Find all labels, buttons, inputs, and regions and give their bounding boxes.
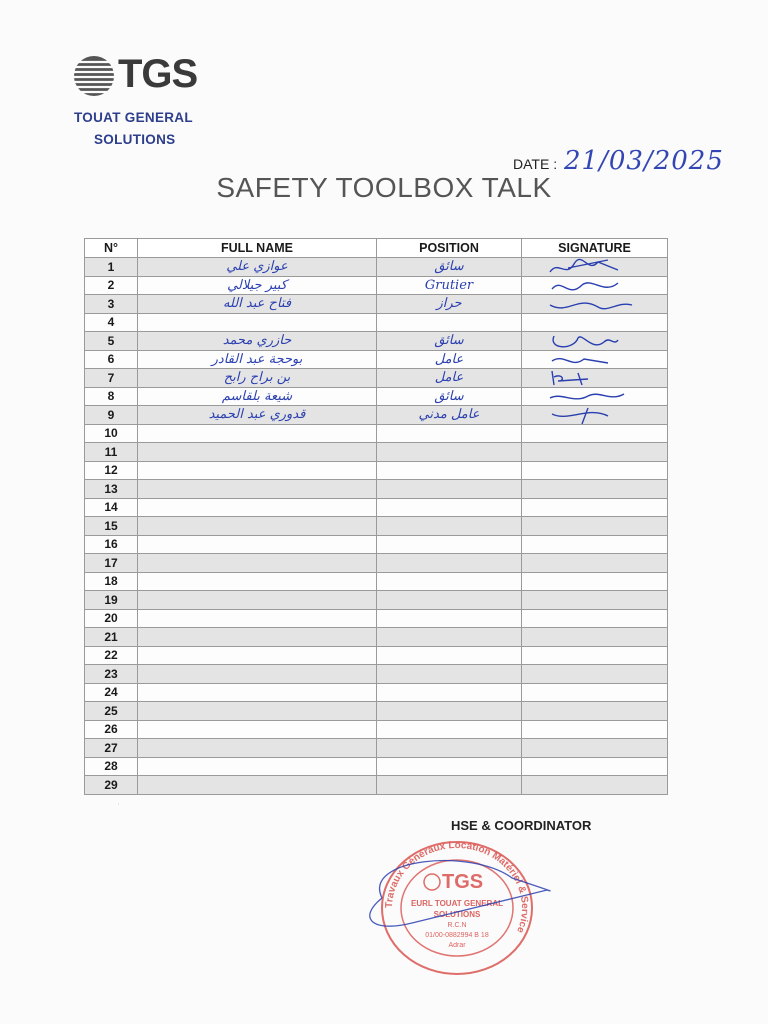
handwritten-signature [528, 332, 638, 351]
table-body [85, 258, 668, 795]
handwritten-signature [528, 387, 638, 406]
table-row [85, 609, 668, 628]
table-row [85, 406, 668, 425]
hse-coordinator-label: HSE & COORDINATOR [451, 818, 592, 833]
table-row [85, 646, 668, 665]
row-position: عامل [377, 350, 522, 369]
table-row [85, 628, 668, 647]
stamp-brand: TGS [442, 871, 484, 893]
row-signature [522, 313, 668, 332]
row-full-name [138, 757, 377, 776]
page-title: SAFETY TOOLBOX TALK [216, 172, 552, 203]
row-position [377, 517, 522, 536]
row-position [377, 424, 522, 443]
stamp-outer-text: Travaux Généraux Location Matériel & Service [383, 839, 531, 935]
row-number: 19 [85, 591, 138, 610]
attendance-table-wrapper [84, 238, 667, 795]
handwritten-signature [528, 350, 638, 369]
header-position: POSITION [377, 239, 522, 258]
row-full-name [138, 591, 377, 610]
table-row [85, 258, 668, 277]
table-row [85, 424, 668, 443]
row-signature [522, 369, 668, 388]
row-full-name: عوازي علي [138, 258, 377, 277]
row-position [377, 702, 522, 721]
row-full-name [138, 480, 377, 499]
row-full-name [138, 702, 377, 721]
header-full-name: FULL NAME [138, 239, 377, 258]
date-value: 21/03/2025 [564, 146, 724, 176]
row-number: 11 [85, 443, 138, 462]
row-number: 5 [85, 332, 138, 351]
table-row [85, 313, 668, 332]
row-full-name [138, 665, 377, 684]
row-full-name: بوحجة عبد القادر [138, 350, 377, 369]
handwritten-signature [528, 369, 638, 388]
row-number: 15 [85, 517, 138, 536]
table-row [85, 369, 668, 388]
scan-speck: ' [118, 804, 120, 810]
row-signature [522, 387, 668, 406]
row-position [377, 683, 522, 702]
row-signature [522, 406, 668, 425]
row-signature [522, 517, 668, 536]
row-signature [522, 739, 668, 758]
row-signature [522, 443, 668, 462]
row-number: 13 [85, 480, 138, 499]
row-signature [522, 554, 668, 573]
row-full-name [138, 720, 377, 739]
stamp-city: Adrar [448, 942, 466, 949]
row-position: سائق [377, 332, 522, 351]
table-row [85, 720, 668, 739]
row-number: 20 [85, 609, 138, 628]
row-full-name [138, 628, 377, 647]
row-full-name [138, 461, 377, 480]
row-position [377, 461, 522, 480]
row-position [377, 443, 522, 462]
row-full-name [138, 313, 377, 332]
table-row [85, 591, 668, 610]
header-signature: SIGNATURE [522, 239, 668, 258]
table-row [85, 480, 668, 499]
table-row [85, 683, 668, 702]
row-signature [522, 461, 668, 480]
table-row [85, 702, 668, 721]
logo-brand: TGS [118, 52, 198, 96]
row-number: 29 [85, 776, 138, 795]
row-full-name: شيعة بلقاسم [138, 387, 377, 406]
row-number: 26 [85, 720, 138, 739]
row-position: حراز [377, 295, 522, 314]
row-signature [522, 350, 668, 369]
row-full-name: حازري محمد [138, 332, 377, 351]
row-number: 25 [85, 702, 138, 721]
row-full-name: بن براح رابح [138, 369, 377, 388]
row-number: 6 [85, 350, 138, 369]
attendance-table [84, 238, 668, 795]
row-number: 12 [85, 461, 138, 480]
handwritten-signature [528, 295, 638, 314]
row-signature [522, 332, 668, 351]
row-number: 23 [85, 665, 138, 684]
row-full-name [138, 443, 377, 462]
logo-tagline-2: SOLUTIONS [94, 132, 176, 147]
row-number: 3 [85, 295, 138, 314]
logo-tagline-1: TOUAT GENERAL [74, 110, 193, 125]
row-signature [522, 295, 668, 314]
row-full-name: فتاح عبد الله [138, 295, 377, 314]
stamp-rcn-label: R.C.N [447, 922, 467, 929]
row-number: 22 [85, 646, 138, 665]
handwritten-signature [528, 258, 638, 277]
row-position: عامل [377, 369, 522, 388]
row-position [377, 776, 522, 795]
row-position [377, 739, 522, 758]
stamp-rcn: 01/00-0882994 B 18 [425, 932, 489, 939]
row-number: 17 [85, 554, 138, 573]
table-row [85, 295, 668, 314]
table-row [85, 554, 668, 573]
row-position [377, 498, 522, 517]
stamp-globe-icon [424, 874, 440, 890]
row-position [377, 535, 522, 554]
row-signature [522, 628, 668, 647]
stamp-line-1: EURL TOUAT GENERAL [410, 899, 504, 908]
row-signature [522, 591, 668, 610]
row-number: 18 [85, 572, 138, 591]
row-signature [522, 276, 668, 295]
table-row [85, 517, 668, 536]
table-row [85, 776, 668, 795]
row-full-name [138, 739, 377, 758]
table-header-row [85, 239, 668, 258]
row-number: 8 [85, 387, 138, 406]
row-signature [522, 498, 668, 517]
row-position [377, 646, 522, 665]
handwritten-signature [528, 276, 638, 295]
row-number: 27 [85, 739, 138, 758]
table-row [85, 276, 668, 295]
row-number: 10 [85, 424, 138, 443]
row-signature [522, 480, 668, 499]
row-position [377, 757, 522, 776]
row-position: عامل مدني [377, 406, 522, 425]
row-number: 14 [85, 498, 138, 517]
handwritten-signature [528, 406, 638, 425]
stamp-line-2: SOLUTIONS [433, 910, 481, 919]
row-number: 21 [85, 628, 138, 647]
row-signature [522, 258, 668, 277]
row-signature [522, 535, 668, 554]
row-full-name [138, 683, 377, 702]
row-signature [522, 572, 668, 591]
company-logo [72, 50, 222, 150]
table-row [85, 387, 668, 406]
table-row [85, 443, 668, 462]
row-full-name [138, 572, 377, 591]
row-position [377, 720, 522, 739]
row-signature [522, 757, 668, 776]
table-row [85, 498, 668, 517]
row-number: 7 [85, 369, 138, 388]
company-stamp [352, 838, 562, 978]
row-position [377, 313, 522, 332]
row-signature [522, 609, 668, 628]
header-number: N° [85, 239, 138, 258]
row-number: 24 [85, 683, 138, 702]
row-signature [522, 776, 668, 795]
row-number: 4 [85, 313, 138, 332]
row-position: سائق [377, 258, 522, 277]
row-signature [522, 646, 668, 665]
row-full-name [138, 424, 377, 443]
table-row [85, 757, 668, 776]
row-signature [522, 683, 668, 702]
row-position [377, 591, 522, 610]
row-full-name: قدوري عبد الحميد [138, 406, 377, 425]
row-full-name [138, 646, 377, 665]
row-full-name [138, 498, 377, 517]
row-position [377, 572, 522, 591]
row-position [377, 665, 522, 684]
row-number: 9 [85, 406, 138, 425]
row-signature [522, 702, 668, 721]
row-full-name [138, 535, 377, 554]
table-row [85, 572, 668, 591]
table-row [85, 739, 668, 758]
row-signature [522, 720, 668, 739]
table-row [85, 332, 668, 351]
row-full-name [138, 554, 377, 573]
row-full-name: كبير جيلالي [138, 276, 377, 295]
date-label: DATE : [513, 156, 558, 172]
row-position [377, 480, 522, 499]
table-row [85, 350, 668, 369]
table-row [85, 461, 668, 480]
row-signature [522, 424, 668, 443]
row-position: Grutier [377, 276, 522, 295]
row-position: سائق [377, 387, 522, 406]
table-row [85, 535, 668, 554]
row-full-name [138, 517, 377, 536]
row-position [377, 628, 522, 647]
row-signature [522, 665, 668, 684]
row-number: 16 [85, 535, 138, 554]
row-full-name [138, 609, 377, 628]
table-row [85, 665, 668, 684]
row-position [377, 554, 522, 573]
row-number: 28 [85, 757, 138, 776]
globe-icon [72, 54, 116, 98]
row-number: 2 [85, 276, 138, 295]
row-number: 1 [85, 258, 138, 277]
row-full-name [138, 776, 377, 795]
row-position [377, 609, 522, 628]
